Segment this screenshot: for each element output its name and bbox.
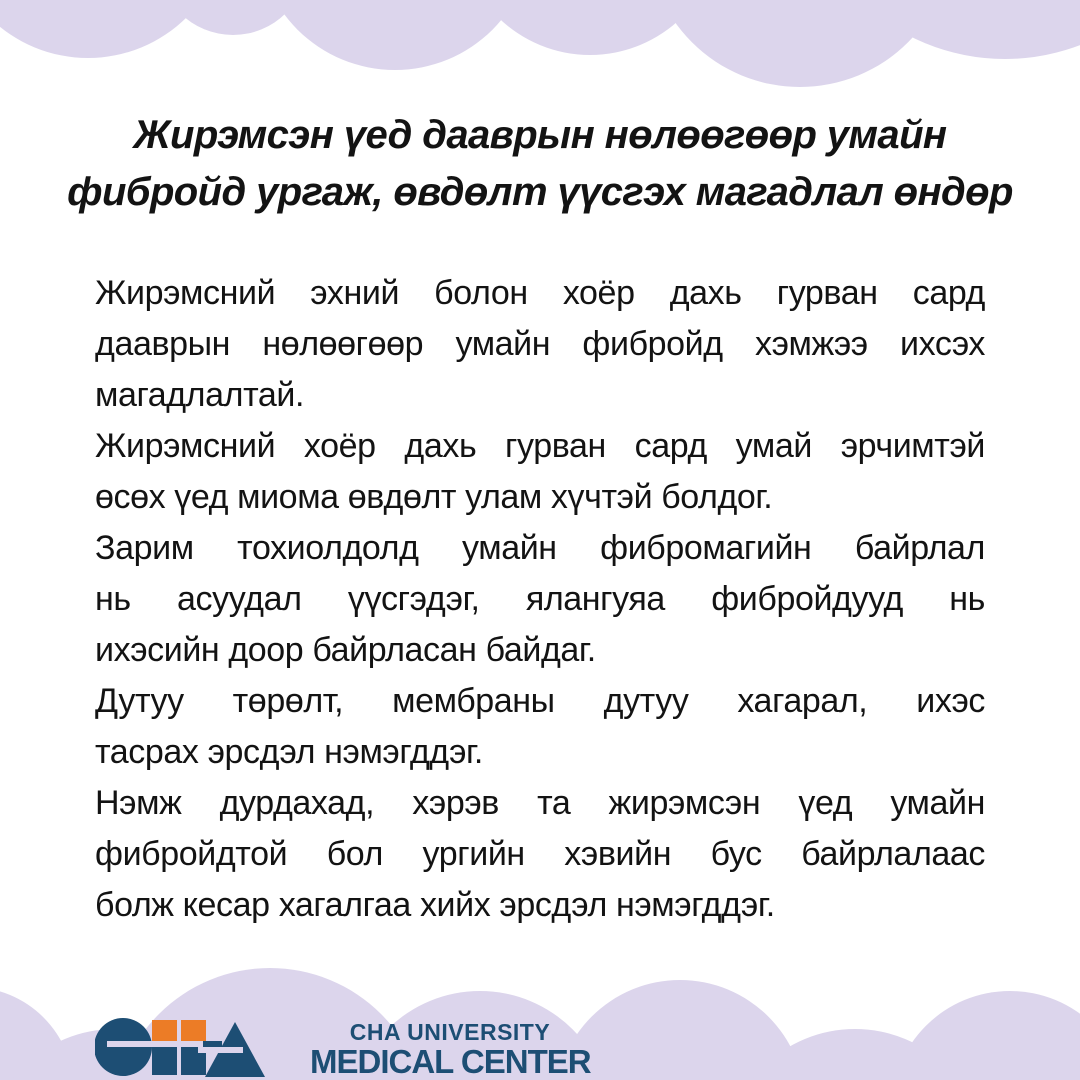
body-line: Жирэмсний эхний болон хоёр дахь гурван сард (95, 274, 985, 312)
page-title-line-1: Жирэмсэн үед дааврын нөлөөгөөр умайн (133, 113, 947, 157)
body-paragraph (95, 676, 985, 778)
logo-text (310, 1020, 590, 1079)
page-title (20, 107, 1060, 221)
body-paragraph (95, 778, 985, 931)
body-paragraph (95, 421, 985, 523)
logo-org-subtitle: MEDICAL CENTER (310, 1043, 591, 1080)
body-line: магадлалтай. (95, 376, 305, 414)
body-line: тасрах эрсдэл нэмэгддэг. (95, 733, 483, 771)
logo-org-name: CHA UNIVERSITY (349, 1019, 551, 1045)
cloud-bump (891, 991, 1080, 1080)
body-line: өсөх үед миома өвдөлт улам хүчтэй болдог. (95, 478, 773, 516)
body-line: Зарим тохиолдолд умайн фибромагийн байрлал (95, 529, 985, 567)
body-paragraph (95, 523, 985, 676)
cloud-bump (257, 0, 533, 70)
body-line: Жирэмсний хоёр дахь гурван сард умай эрчимтэй (95, 427, 985, 465)
body-paragraph (95, 268, 985, 421)
body-line: болж кесар хагалгаа хийх эрсдэл нэмэгддэг. (95, 886, 775, 924)
cha-logo-icon (95, 1018, 267, 1080)
body-line: Нэмж дурдахад, хэрэв та жирэмсэн үед умайн (95, 784, 985, 822)
body-line: фибройдтой бол ургийн хэвийн бус байрлалаас (95, 835, 985, 873)
body-line: Дутуу төрөлт, мембраны дутуу хагарал, ихэс (95, 682, 985, 720)
body-line: дааврын нөлөөгөөр умайн фибройд хэмжээ ихсэх (95, 325, 985, 363)
body-line: нь асуудал үүсгэдэг, ялангуяа фибройдууд нь (95, 580, 985, 618)
body-line: ихэсийн доор байрласан байдаг. (95, 631, 596, 669)
page-title-line-2: фибройд ургаж, өвдөлт үүсгэх магадлал өндөр (67, 170, 1013, 214)
body-text (95, 268, 985, 931)
cha-logo (95, 1018, 595, 1080)
